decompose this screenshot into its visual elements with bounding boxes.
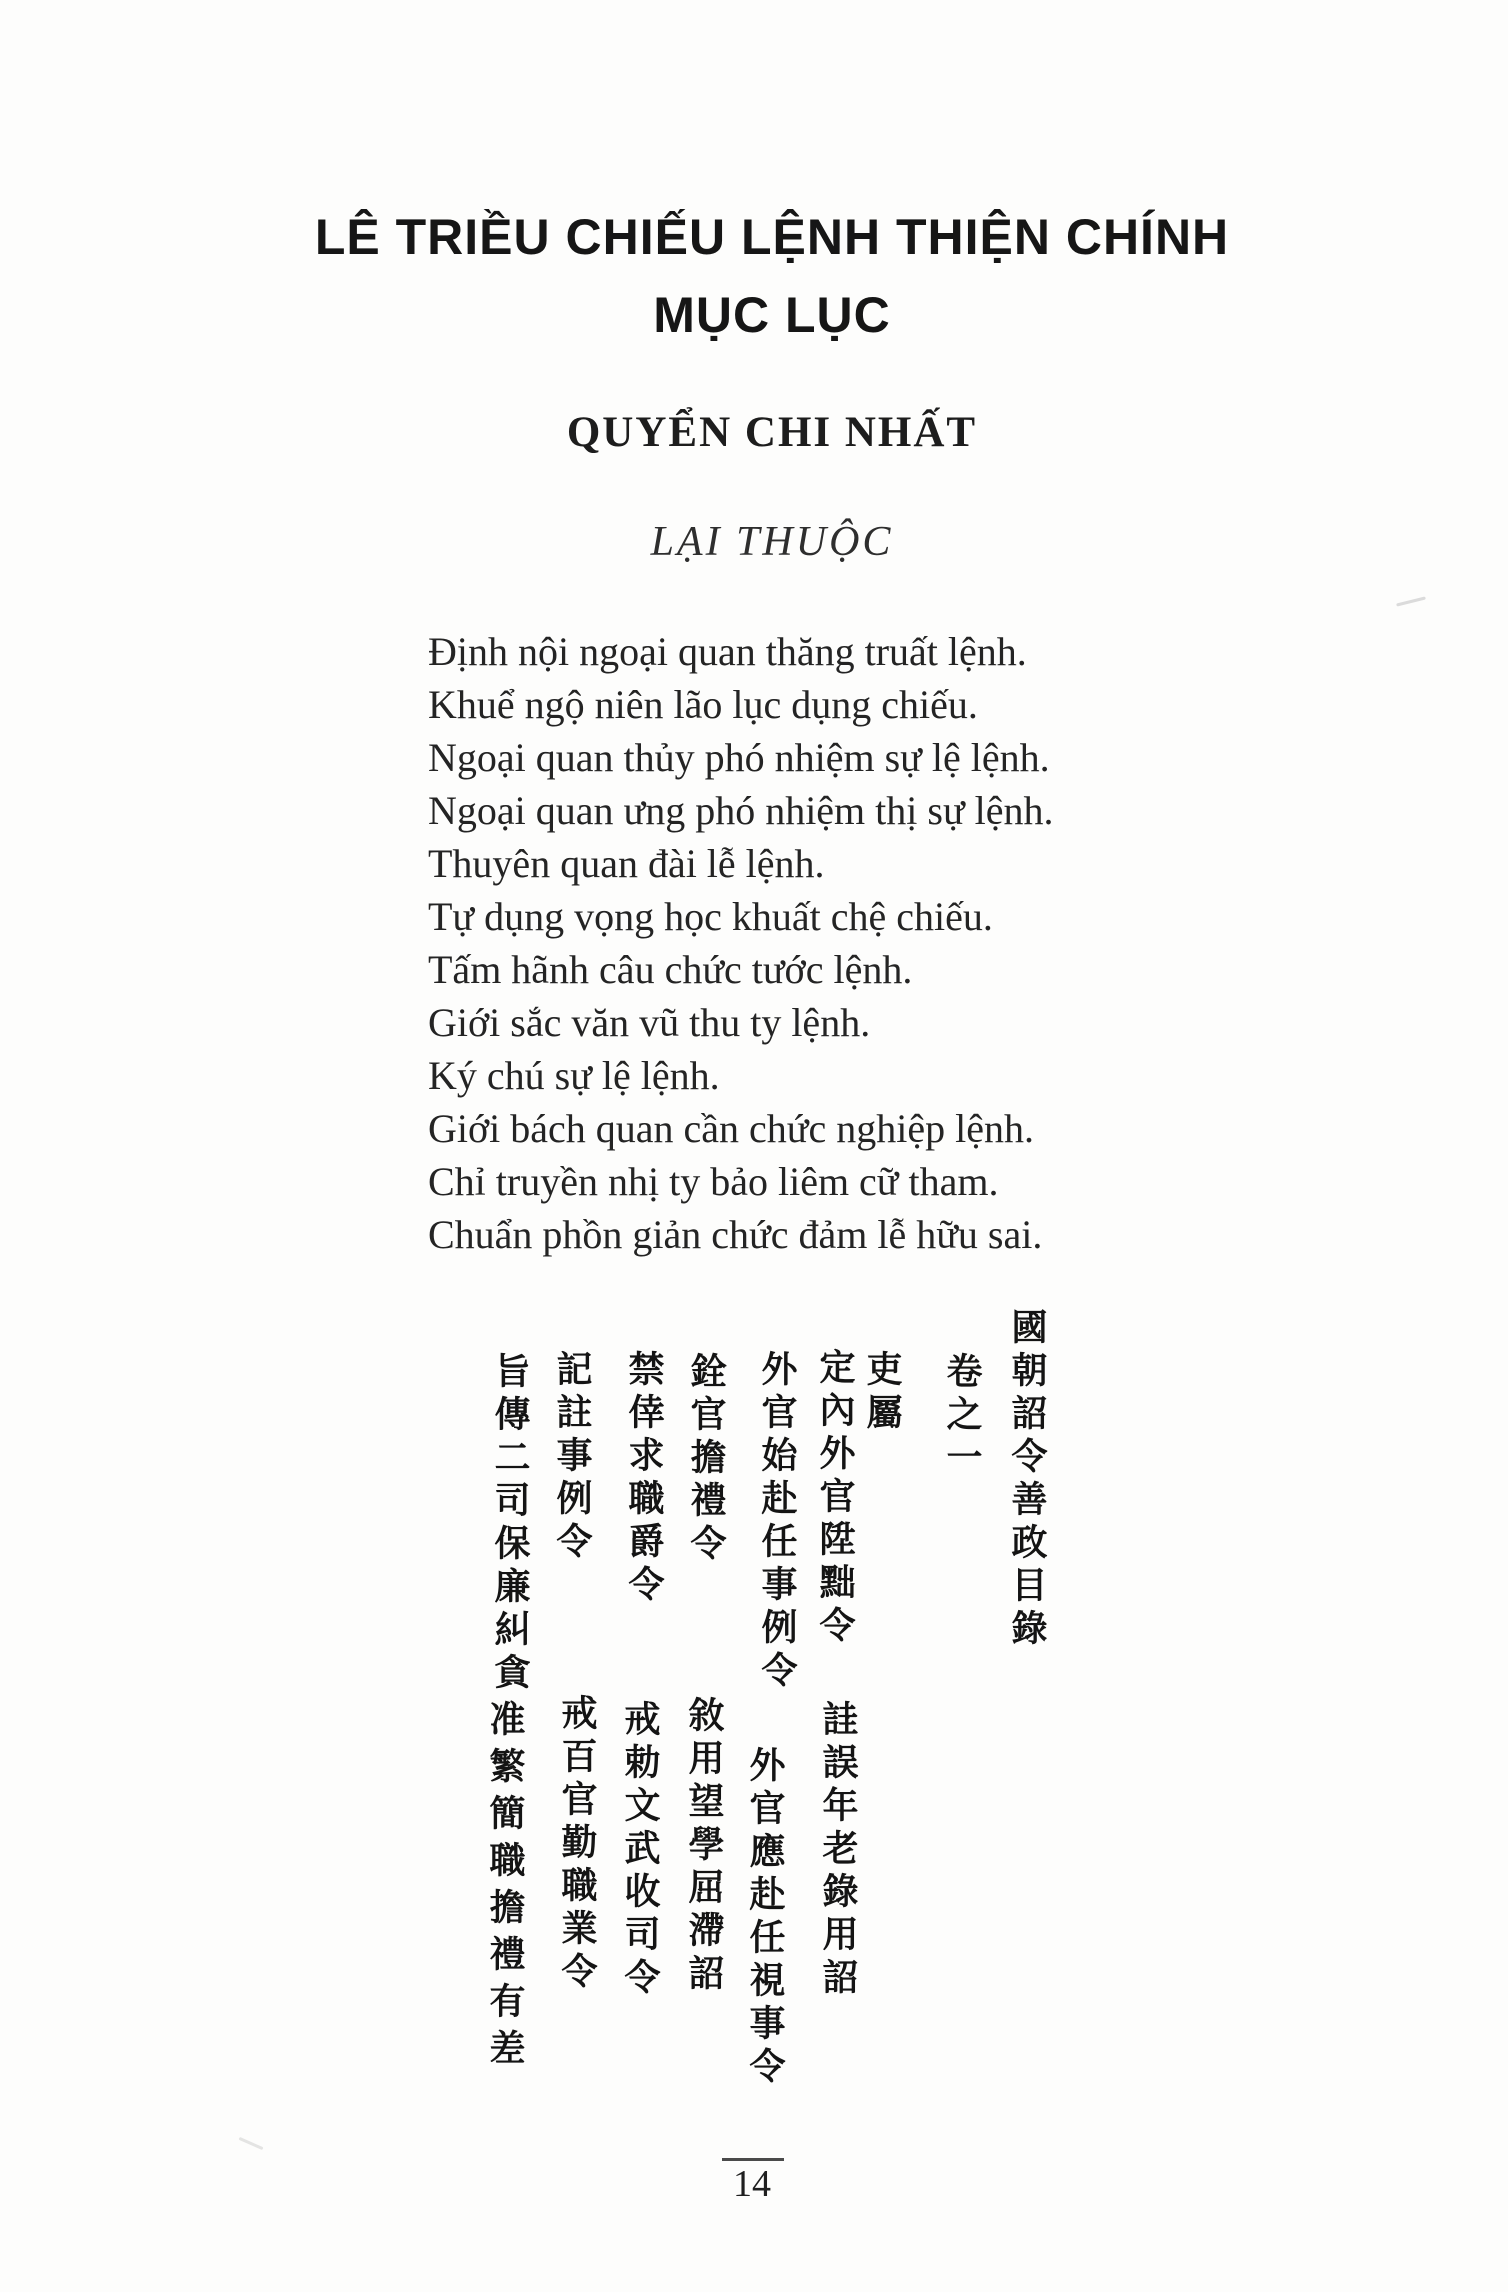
page-number-rule: [722, 2158, 784, 2161]
calligraphy-segment: 記註事例令: [551, 1350, 593, 1565]
calligraphy-segment: 外官應赴任視事令: [744, 1746, 786, 2090]
entry-line: Khuể ngộ niên lão lục dụng chiếu.: [428, 682, 978, 727]
page-number: 14: [733, 2163, 771, 2205]
entry-line: Giới sắc văn vũ thu ty lệnh.: [428, 1000, 871, 1045]
calligraphy-segment: 詿誤年老錄用詔: [817, 1700, 859, 2001]
calligraphy-segment: 敘用望學屈滯詔: [683, 1696, 725, 1997]
calligraphy-segment: 銓官擔禮令: [685, 1352, 727, 1567]
calligraphy-segment: 禁倖求職爵令: [623, 1350, 665, 1608]
entry-line: Ngoại quan ưng phó nhiệm thị sự lệnh.: [428, 788, 1054, 833]
entry-line: Định nội ngoại quan thăng truất lệnh.: [428, 629, 1027, 674]
calligraphy-segment: 旨傳二司保廉糾貪: [489, 1352, 531, 1696]
calligraphy-segment-volume: 卷之一: [941, 1352, 983, 1481]
entry-line: Tấm hãnh câu chức tước lệnh.: [428, 947, 913, 992]
section-heading: LẠI THUỘC: [650, 519, 894, 565]
entry-line: Chỉ truyền nhị ty bảo liêm cữ tham.: [428, 1159, 999, 1204]
calligraphy-segment: 准繁簡職擔禮有差: [484, 1700, 526, 2076]
calligraphy-segment: 定內外官陞黜令: [814, 1348, 856, 1649]
entry-line: Tự dụng vọng học khuất chệ chiếu.: [428, 894, 993, 939]
calligraphy-segment-section: 吏屬: [861, 1350, 903, 1436]
entry-line: Ngoại quan thủy phó nhiệm sự lệ lệnh.: [428, 735, 1050, 780]
page-title-line1: LÊ TRIỀU CHIẾU LỆNH THIỆN CHÍNH: [314, 209, 1230, 265]
calligraphy-segment: 戒百官勤職業令: [556, 1694, 598, 1995]
calligraphy-segment: 戒勅文武收司令: [619, 1700, 661, 2001]
entry-line: Ký chú sự lệ lệnh.: [428, 1053, 720, 1098]
calligraphy-segment-title: 國朝詔令善政目錄: [1006, 1308, 1048, 1652]
entry-line: Giới bách quan cần chức nghiệp lệnh.: [428, 1106, 1034, 1151]
entry-line: Thuyên quan đài lễ lệnh.: [428, 841, 825, 886]
page-title-line2: MỤC LỤC: [653, 287, 891, 343]
volume-heading: QUYỂN CHI NHẤT: [566, 409, 978, 456]
calligraphy-segment: 外官始赴任事例令: [756, 1350, 798, 1694]
entry-line: Chuẩn phồn giản chức đảm lễ hữu sai.: [428, 1212, 1043, 1257]
